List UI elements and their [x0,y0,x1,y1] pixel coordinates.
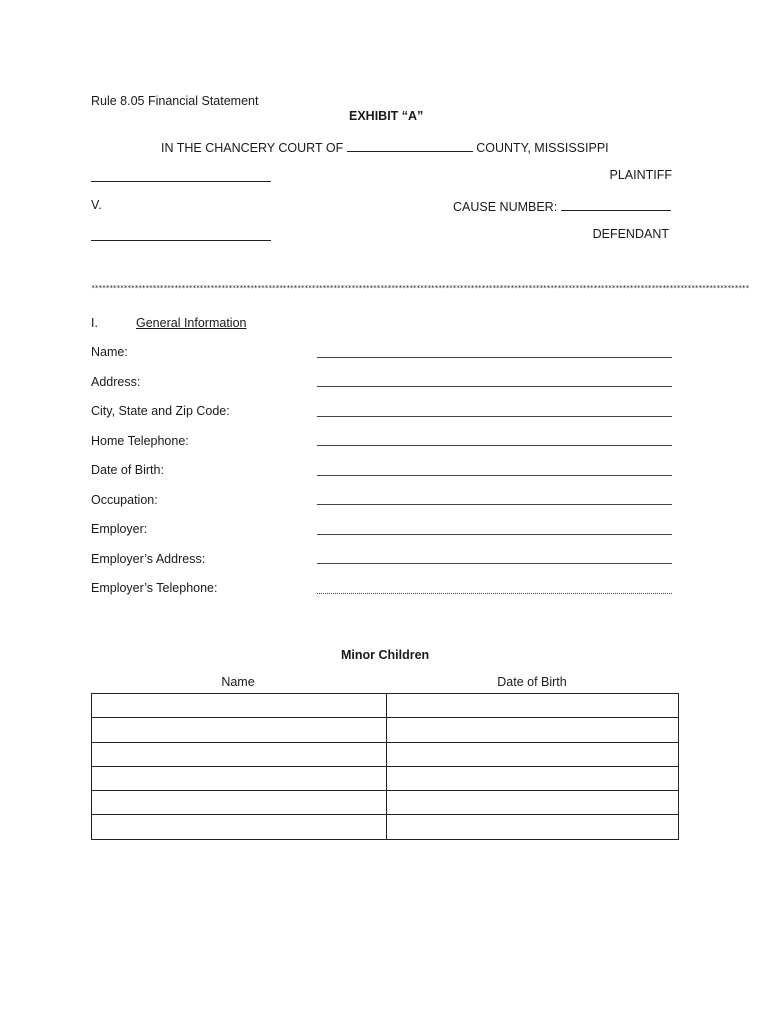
minor-children-table [91,693,679,840]
table-row [92,791,679,815]
address-field[interactable] [317,386,672,387]
child-name-cell[interactable] [92,791,387,815]
child-name-cell[interactable] [92,718,387,742]
occupation-field[interactable] [317,504,672,505]
child-dob-cell[interactable] [387,694,679,718]
employer-telephone-field[interactable] [317,593,672,594]
table-row [92,766,679,790]
plaintiff-name-line[interactable] [91,181,271,182]
county-blank[interactable] [347,139,473,152]
employer-address-field[interactable] [317,563,672,564]
employer-address-label: Employer’s Address: [91,552,206,566]
table-row [92,694,679,718]
defendant-label: DEFENDANT [592,227,669,241]
city-state-zip-field[interactable] [317,416,672,417]
home-telephone-label: Home Telephone: [91,434,189,448]
address-label: Address: [91,375,141,389]
date-of-birth-field[interactable] [317,475,672,476]
child-name-cell[interactable] [92,766,387,790]
rule-label: Rule 8.05 Financial Statement [91,94,259,108]
versus-label: V. [91,198,102,212]
child-dob-cell[interactable] [387,766,679,790]
occupation-label: Occupation: [91,493,158,507]
child-name-cell[interactable] [92,742,387,766]
name-field[interactable] [317,357,672,358]
cause-number-blank[interactable] [561,198,671,211]
city-state-zip-label: City, State and Zip Code: [91,404,230,418]
minor-children-title: Minor Children [341,648,430,662]
child-dob-cell[interactable] [387,791,679,815]
separator-line: ************************************************************************************************************************************************************************************** [91,284,749,292]
date-of-birth-label: Date of Birth: [91,463,164,477]
cause-number [453,198,671,214]
court-suffix: COUNTY, MISSISSIPPI [476,141,609,155]
child-name-cell[interactable] [92,815,387,839]
defendant-name-line[interactable] [91,240,271,241]
name-label: Name: [91,345,128,359]
child-dob-cell[interactable] [387,742,679,766]
court-heading [161,139,609,155]
table-row [92,718,679,742]
employer-telephone-label: Employer’s Telephone: [91,581,218,595]
exhibit-title: EXHIBIT “A” [349,109,424,123]
employer-label: Employer: [91,522,148,536]
child-dob-cell[interactable] [387,718,679,742]
section-number: I. [91,316,98,330]
employer-field[interactable] [317,534,672,535]
plaintiff-label: PLAINTIFF [609,168,672,182]
child-name-cell[interactable] [92,694,387,718]
home-telephone-field[interactable] [317,445,672,446]
cause-number-label: CAUSE NUMBER: [453,200,558,214]
column-header-name: Name [221,675,255,689]
child-dob-cell[interactable] [387,815,679,839]
section-title: General Information [136,316,247,330]
court-prefix: IN THE CHANCERY COURT OF [161,141,344,155]
column-header-date-of-birth: Date of Birth [497,675,567,689]
table-row [92,815,679,839]
table-row [92,742,679,766]
